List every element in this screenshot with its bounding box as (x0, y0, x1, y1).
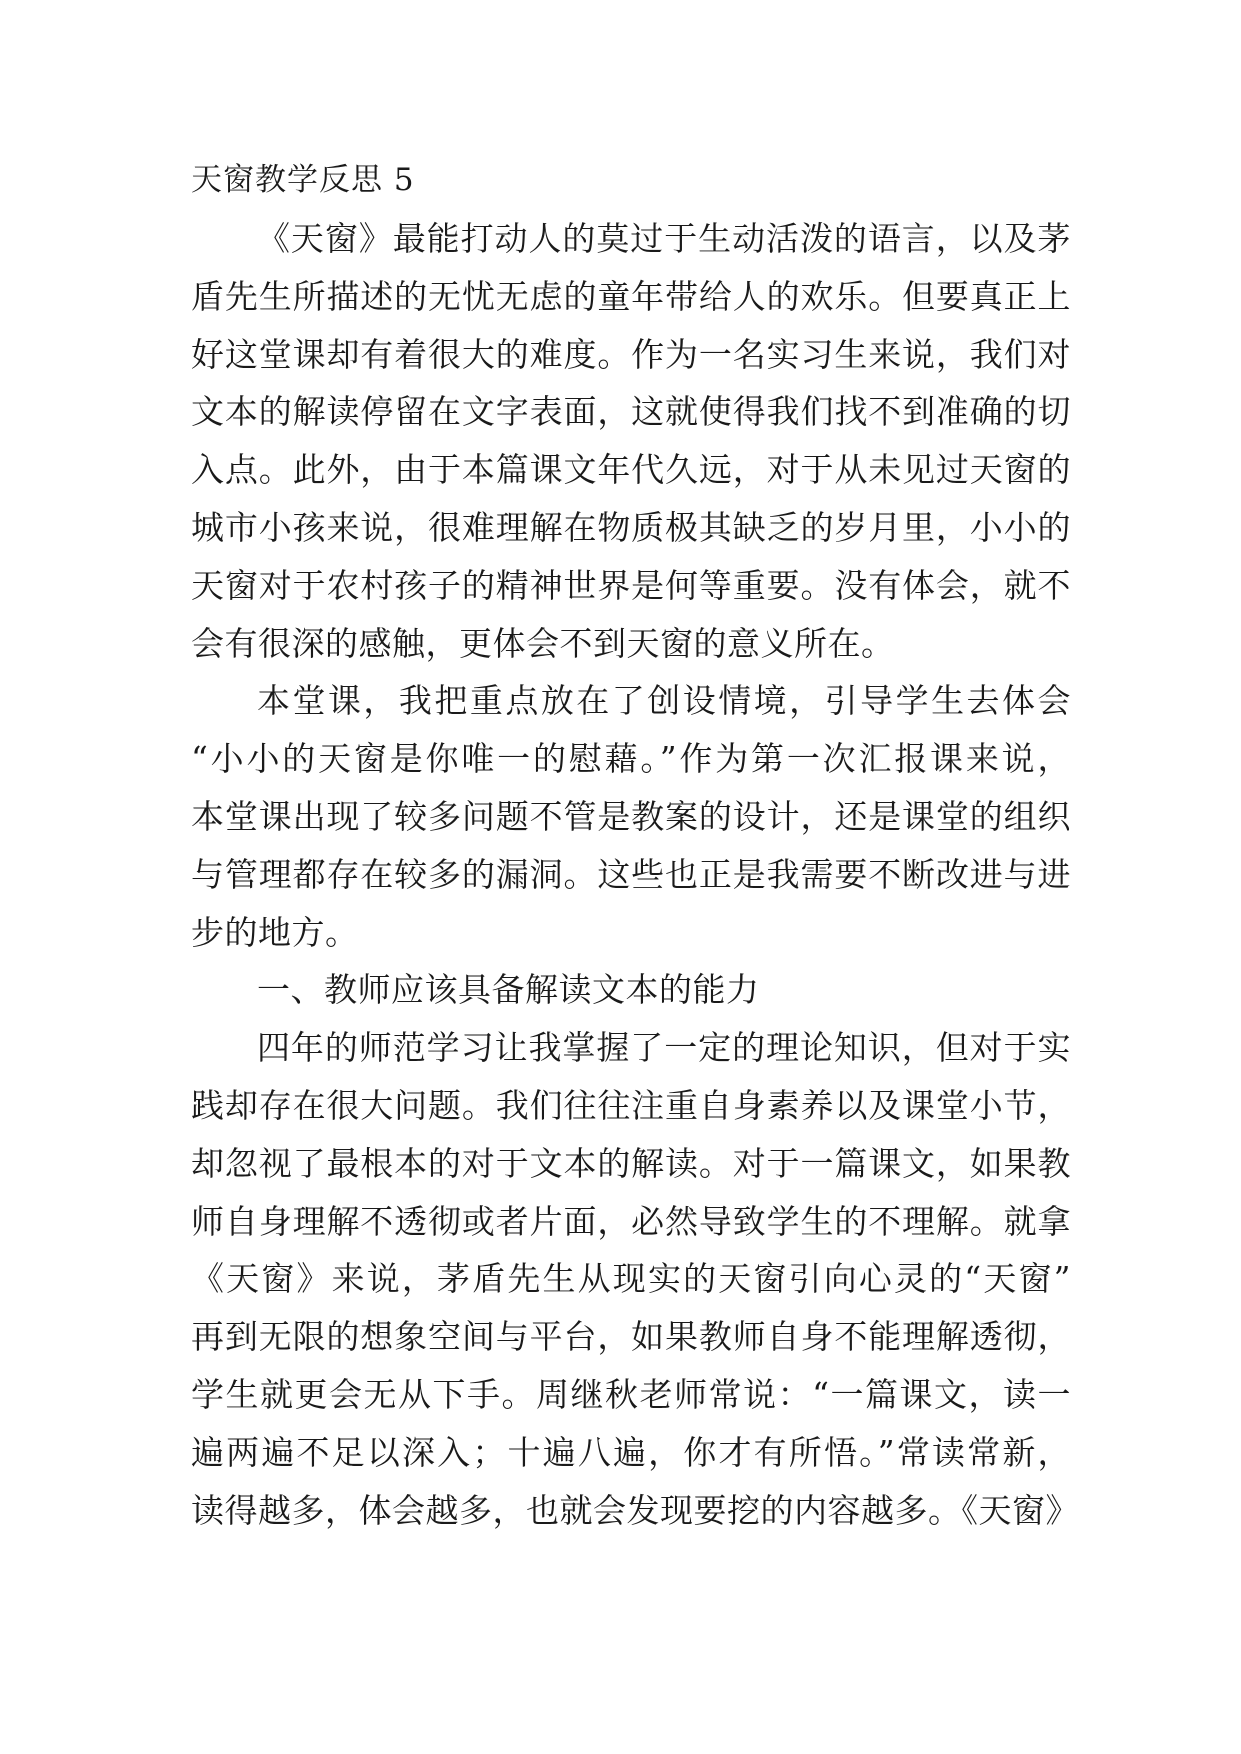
text-line: 四年的师范学习让我掌握了一定的理论知识，但对于实 (257, 1028, 1071, 1068)
text-line: 天窗对于农村孩子的精神世界是何等重要。没有体会，就不 (191, 565, 1071, 605)
text-line: 《天窗》最能打动人的莫过于生动活泼的语言，以及茅 (257, 219, 1071, 258)
text-line: 读得越多，体会越多，也就会发现要挖的内容越多。《天窗》 (191, 1490, 1079, 1530)
document-page (191, 150, 1079, 1539)
paragraph-1 (191, 210, 1071, 672)
text-line: 盾先生所描述的无忧无虑的童年带给人的欢乐。但要真正上 (191, 276, 1071, 316)
text-line: 《天窗》来说，茅盾先生从现实的天窗引向心灵的“天窗” (191, 1259, 1071, 1299)
text-line: 践却存在很大问题。我们往往注重自身素养以及课堂小节， (191, 1085, 1071, 1125)
text-line: 与管理都存在较多的漏洞。这些也正是我需要不断改进与进 (191, 854, 1071, 894)
text-line: 会有很深的感触，更体会不到天窗的意义所在。 (191, 623, 895, 663)
paragraph-2 (191, 672, 1071, 961)
text-line: 一、教师应该具备解读文本的能力 (257, 970, 760, 1010)
paragraph-3 (191, 1019, 1079, 1539)
document-title: 天窗教学反思 5 (191, 162, 415, 198)
text-line: 城市小孩来说，很难理解在物质极其缺乏的岁月里，小小的 (191, 507, 1071, 547)
text-line: 好这堂课却有着很大的难度。作为一名实习生来说，我们对 (191, 334, 1071, 374)
text-line: “小小的天窗是你唯一的慰藉。”作为第一次汇报课来说， (191, 739, 1071, 779)
text-line: 再到无限的想象空间与平台，如果教师自身不能理解透彻， (191, 1317, 1071, 1357)
text-line: 本堂课出现了较多问题不管是教案的设计，还是课堂的组织 (191, 796, 1071, 836)
text-line: 入点。此外，由于本篇课文年代久远，对于从未见过天窗的 (191, 450, 1071, 490)
text-line: 却忽视了最根本的对于文本的解读。对于一篇课文，如果教 (191, 1143, 1071, 1183)
section-heading (191, 961, 1071, 1019)
text-line: 学生就更会无从下手。周继秋老师常说：“一篇课文，读一 (191, 1374, 1071, 1414)
text-line: 遍两遍不足以深入；十遍八遍，你才有所悟。”常读常新， (191, 1432, 1071, 1472)
text-line: 本堂课，我把重点放在了创设情境，引导学生去体会 (257, 681, 1071, 721)
text-line: 文本的解读停留在文字表面，这就使得我们找不到准确的切 (191, 392, 1071, 432)
text-line: 师自身理解不透彻或者片面，必然导致学生的不理解。就拿 (191, 1201, 1071, 1241)
text-line: 步的地方。 (191, 912, 359, 952)
